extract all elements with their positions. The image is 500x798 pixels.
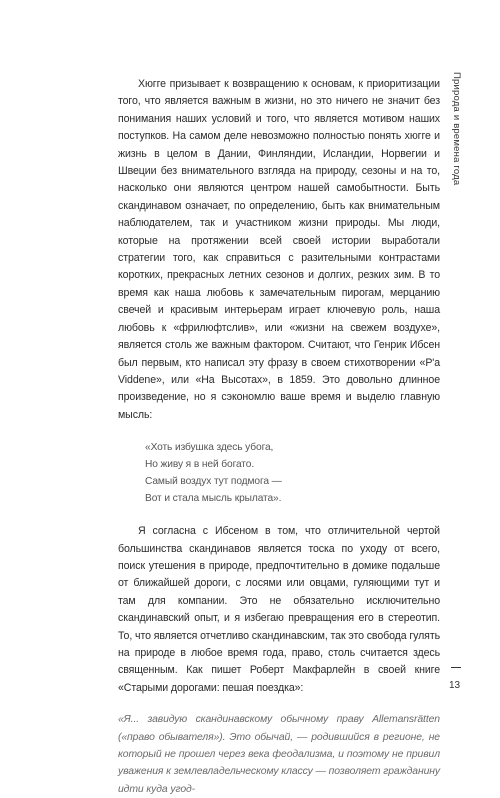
body-text: [118, 76, 440, 798]
verse-line: «Хоть избушка здесь убога,: [145, 442, 274, 454]
running-head: Природа и времена года: [451, 72, 462, 186]
page-number-rule: [451, 667, 461, 668]
paragraph-1: Хюгге призывает к возвращению к основам, к приоритизации того, что является важным в жизни, но это ничего не значит без понимания наших условий и того, что является мотивом наших поступков. На самом деле невозможно полностью понять хюгге и жизнь в целом в Дании, Финляндии, Исландии, Норвегии и Швеции без внимательного взгляда на природу, сезоны и на то, насколько они являются центром нашей самобытности. Быть скандинавом означает, по определению, быть как внимательным наблюдателем, так и участником жизни природы. Мы люди, которые на протяжении всей своей истории выработали стратегии того, как справиться с разительными контрастами коротких, прекрасных летних сезонов и долгих, резких зим. В то время как наша любовь к замечательным пирогам, мерцанию свечей и красивым интерьерам играет ключевую роль, наша любовь к «фрилюфтслив», или «жизни на свежем воздухе», является столь же важным фактором. Считают, что Генрик Ибсен был первым, кто написал эту фразу в своем стихотворении «P'a Viddene», или «На Высотах», в 1859. Это довольно длинное произведение, но я сэкономлю ваше время и выделю главную мысль:: [118, 78, 440, 421]
paragraph-2: Я согласна с Ибсеном в том, что отличительной чертой большинства скандинавов является тоска по уходу от всего, поиск утешения в природе, предпочтительно в домике подальше от ближайшей дороги, с лосями или овцами, гуляющими тут и там для компании. Это не обязательно исключительно скандинавский опыт, и я избегаю превращения его в стереотип. То, что является отчетливо скандинавским, так это свобода гулять на природе в любое время года, право, столь считается здесь священным. Как пишет Роберт Макфарлейн в своей книге «Старыми дорогами: пешая поездка»:: [118, 525, 440, 694]
verse-line: Вот и стала мысль крылата».: [145, 493, 282, 505]
verse-excerpt: [145, 439, 440, 507]
verse-line: Но живу я в ней богато.: [145, 459, 255, 471]
page-number: 13: [449, 680, 461, 691]
verse-line: Самый воздух тут подмога —: [145, 476, 282, 488]
block-quote: «Я... завидую скандинавскому обычному праву Allemansrätten («право обывателя»). Это обычай, — родившийся в регионе, не который не прошел через века феодализма, и поэтому не привил уважения к землевладельческому классу — позволяет гражданину идти куда угод-: [118, 714, 440, 795]
